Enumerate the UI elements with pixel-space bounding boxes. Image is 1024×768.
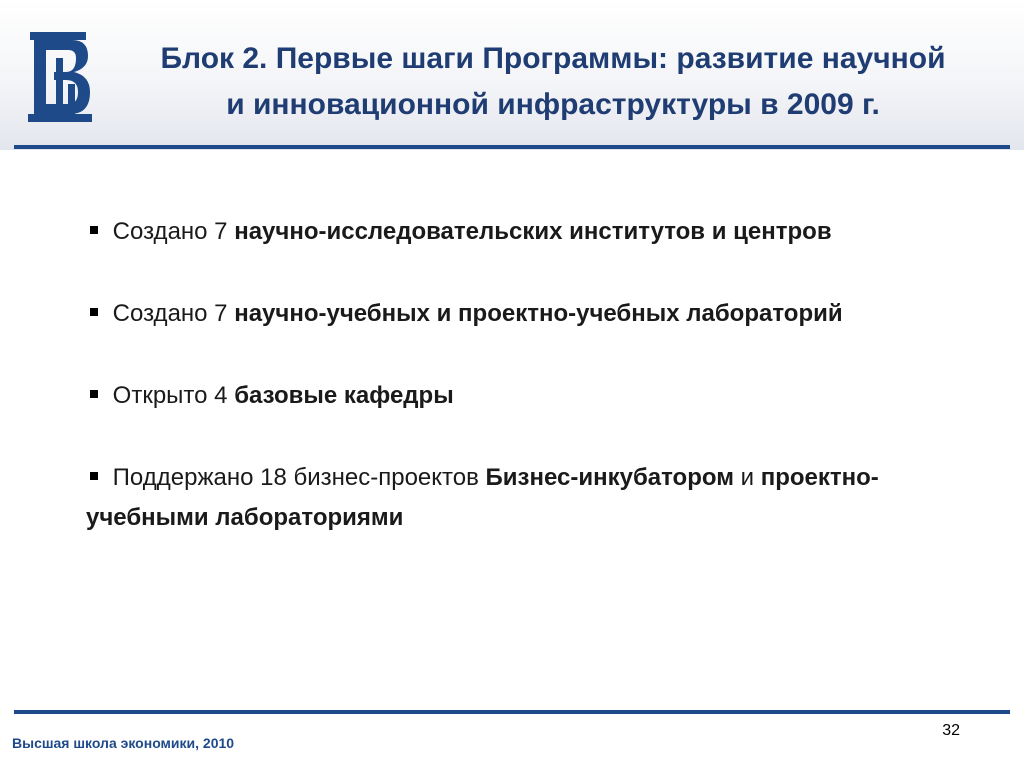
footer-organization: Высшая школа экономики, 2010 [12, 735, 235, 751]
bullet-item-research-institutes [86, 212, 946, 252]
bullet-list [86, 212, 946, 580]
footer-divider [14, 710, 1010, 714]
bullet-plain-text: Создано 7 [112, 218, 235, 245]
bullet-plain-text: Создано 7 [112, 300, 235, 327]
square-bullet-icon [90, 226, 98, 234]
bullet-bold-text: научно-исследовательских институтов и центров [234, 218, 832, 245]
bullet-item-base-departments [86, 376, 946, 416]
bullet-plain-text-2: и [740, 464, 761, 491]
square-bullet-icon [90, 472, 98, 480]
slide-header [0, 0, 1024, 150]
bullet-plain-text: Открыто 4 [112, 382, 235, 409]
bullet-bold-text: базовые кафедры [234, 382, 454, 409]
bullet-bold-text-2: проектно-учебными лабораториями [86, 464, 879, 531]
slide-title [92, 36, 1014, 128]
title-line-1: Блок 2. Первые шаги Программы: развитие научной [160, 42, 946, 75]
bullet-plain-text: Поддержано 18 бизнес-проектов [112, 464, 486, 491]
header-divider [14, 145, 1010, 149]
bullet-item-business-projects [86, 458, 946, 538]
page-number: 32 [942, 722, 960, 739]
bullet-bold-text: Бизнес-инкубатором [485, 464, 734, 491]
bullet-bold-text: научно-учебных и проектно-учебных лабораторий [234, 300, 843, 327]
square-bullet-icon [90, 308, 98, 316]
square-bullet-icon [90, 390, 98, 398]
title-line-2: и инновационной инфраструктуры в 2009 г. [226, 88, 880, 121]
hse-logo [24, 28, 96, 124]
bullet-item-laboratories [86, 294, 946, 334]
